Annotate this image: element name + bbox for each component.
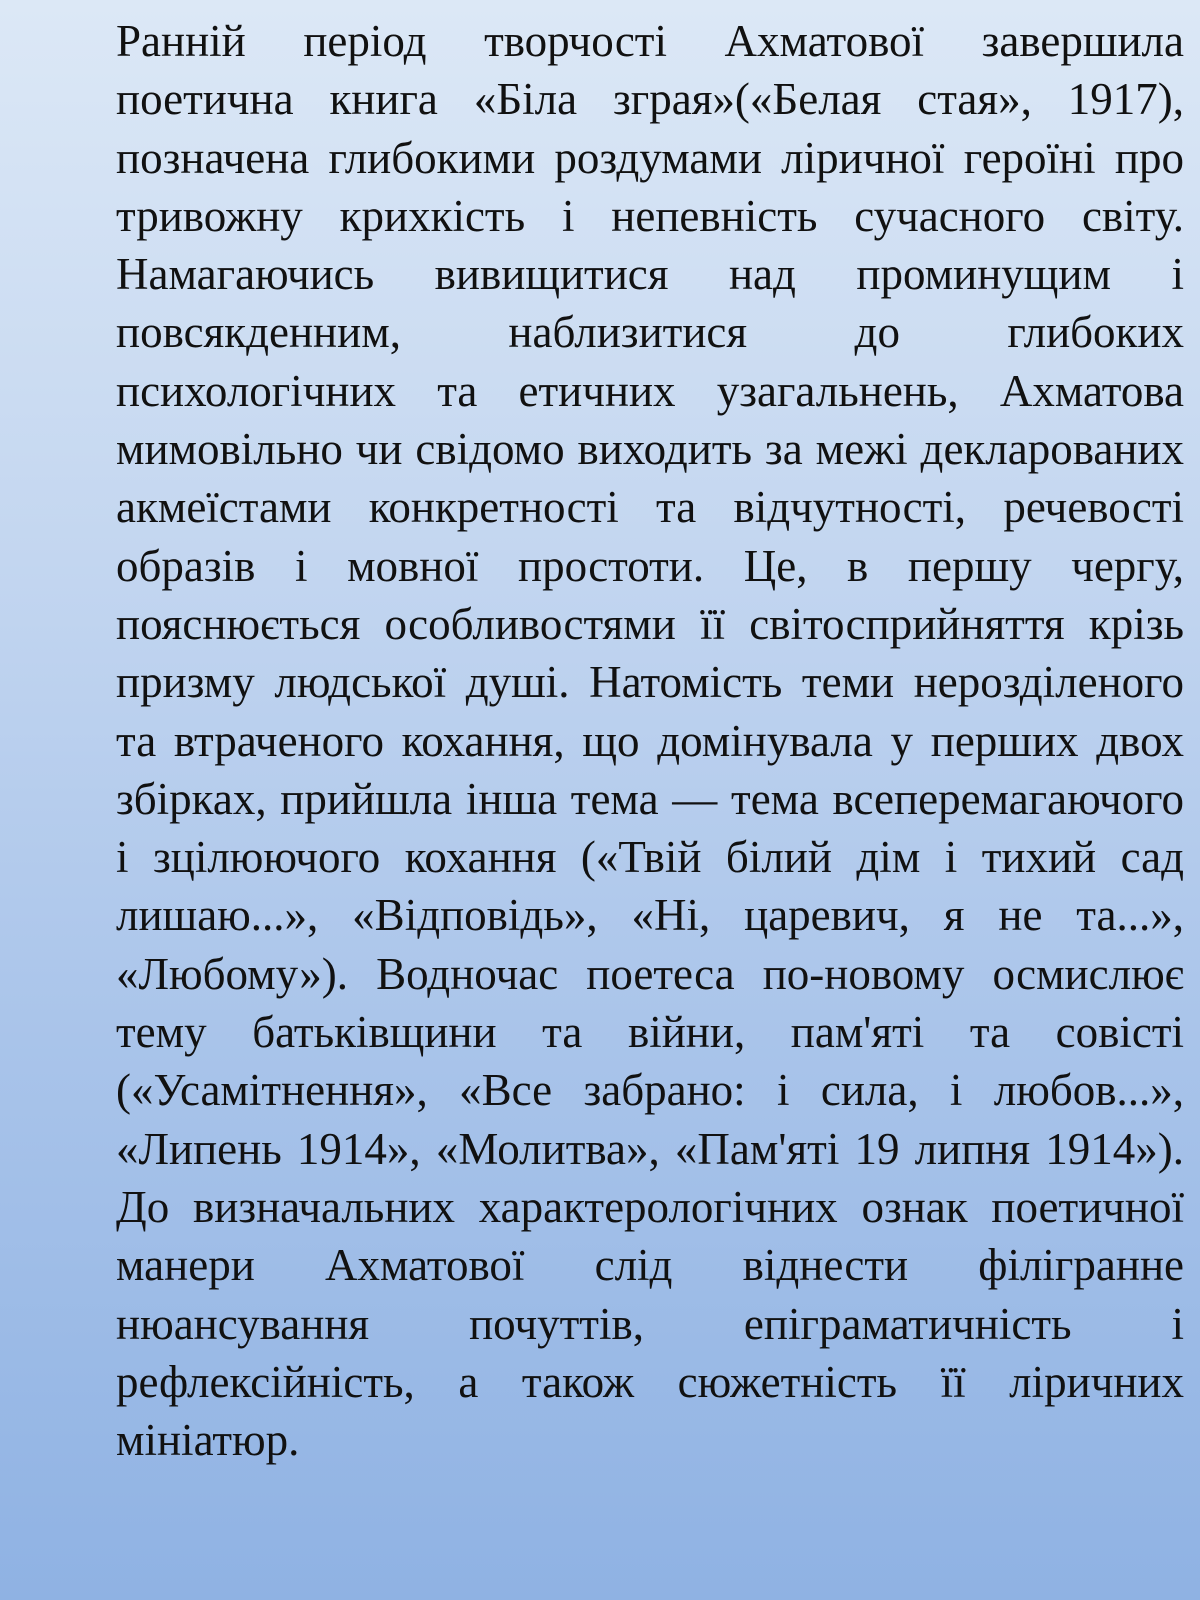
body-paragraph: Ранній період творчості Ахматової завершила поетична книга «Біла зграя»(«Белая стая», 1917), позначена глибокими роздумами ліричної героїні про тривожну крихкість і непевність сучасного світу. Намагаючись вивищитися над проминущим і повсякденним, наблизитися до глибоких психологічних та етичних узагальнень, Ахматова мимовільно чи свідомо виходить за межі декларованих акмеїстами конкретності та відчутності, речевості образів і мовної простоти. Це, в першу чергу, пояснюється особливостями її світосприйняття крізь призму людської душі. Натомість теми нерозділеного та втраченого кохання, що домінувала у перших двох збірках, прийшла інша тема — тема всеперемагаючого і зцілюючого кохання («Твій білий дім і тихий сад лишаю...», «Відповідь», «Ні, царевич, я не та...», «Любому»). Водночас поетеса по-новому осмислює тему батьківщини та війни, пам'яті та совісті («Усамітнення», «Все забрано: і сила, і любов...», «Липень 1914», «Молитва», «Пам'яті 19 липня 1914»). До визначальних характерологічних ознак поетичної манери Ахматової слід віднести філігранне нюансування почуттів, епіграматичність і рефлексійність, а також сюжетність її ліричних мініатюр. [116,16,1184,1466]
